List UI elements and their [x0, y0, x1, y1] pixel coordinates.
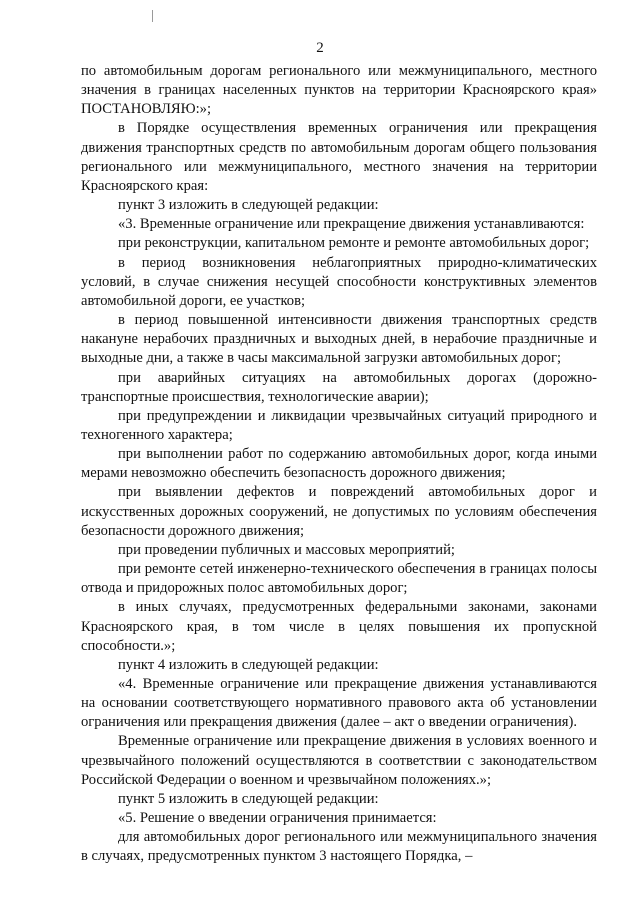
- paragraph: «4. Временные ограничение или прекращение движения устанавливаются на основании соответствующего нормативного правового акта об установлении ограничения или прекращения движения (далее – акт о введении ограничения).: [81, 676, 597, 731]
- paragraph: в период возникновения неблагоприятных природно-климатических условий, в случае снижения несущей способности конструктивных элементов автомобильной дороги, ее участков;: [81, 254, 597, 309]
- paragraph: «5. Решение о введении ограничения принимается:: [118, 810, 437, 827]
- paragraph: при выявлении дефектов и повреждений автомобильных дорог и искусственных дорожных сооружений, не допустимых по условиям обеспечения безопасности дорожного движения;: [81, 484, 597, 539]
- paragraph: в Порядке осуществления временных ограничения или прекращения движения транспортных средств по автомобильным дорогам общего пользования регионального или межмуниципального, местного значения на территории Красноярского края:: [81, 120, 597, 194]
- paragraph: для автомобильных дорог регионального или межмуниципального значения в случаях, предусмотренных пунктом 3 настоящего Порядка, –: [81, 829, 597, 865]
- paragraph: Временные ограничение или прекращение движения в условиях военного и чрезвычайного положений осуществляются в соответствии с законодательством Российской Федерации о военном и чрезвычайном положениях.»;: [81, 733, 597, 788]
- document-body: [81, 62, 597, 867]
- paragraph: пункт 3 изложить в следующей редакции:: [118, 197, 379, 214]
- paragraph: при аварийных ситуациях на автомобильных дорогах (дорожно-транспортные происшествия, технологические аварии);: [81, 369, 597, 405]
- paragraph: по автомобильным дорогам регионального или межмуниципального, местного значения в границах населенных пунктов на территории Красноярского края» ПОСТАНОВЛЯЮ:»;: [81, 63, 597, 118]
- paragraph: «3. Временные ограничение или прекращение движения устанавливаются:: [118, 216, 585, 233]
- paragraph: при реконструкции, капитальном ремонте и ремонте автомобильных дорог;: [118, 235, 590, 252]
- paragraph: при предупреждении и ликвидации чрезвычайных ситуаций природного и техногенного характера;: [81, 407, 597, 443]
- paragraph: при проведении публичных и массовых мероприятий;: [118, 541, 455, 558]
- scan-artifact-mark: [152, 10, 153, 22]
- paragraph: пункт 4 изложить в следующей редакции:: [118, 656, 379, 673]
- paragraph: пункт 5 изложить в следующей редакции:: [118, 790, 379, 807]
- page-number: 2: [316, 40, 324, 56]
- paragraph: при выполнении работ по содержанию автомобильных дорог, когда иными мерами невозможно обеспечить безопасность дорожного движения;: [81, 446, 597, 482]
- paragraph: в период повышенной интенсивности движения транспортных средств накануне нерабочих праздничных и выходных дней, в нерабочие праздничные и выходные дни, а также в часы максимальной загрузки автомобильных дорог;: [81, 312, 597, 367]
- paragraph: в иных случаях, предусмотренных федеральными законами, законами Красноярского края, в том числе в целях повышения их пропускной способности.»;: [81, 599, 597, 654]
- paragraph: при ремонте сетей инженерно-технического обеспечения в границах полосы отвода и придорожных полос автомобильных дорог;: [81, 561, 597, 597]
